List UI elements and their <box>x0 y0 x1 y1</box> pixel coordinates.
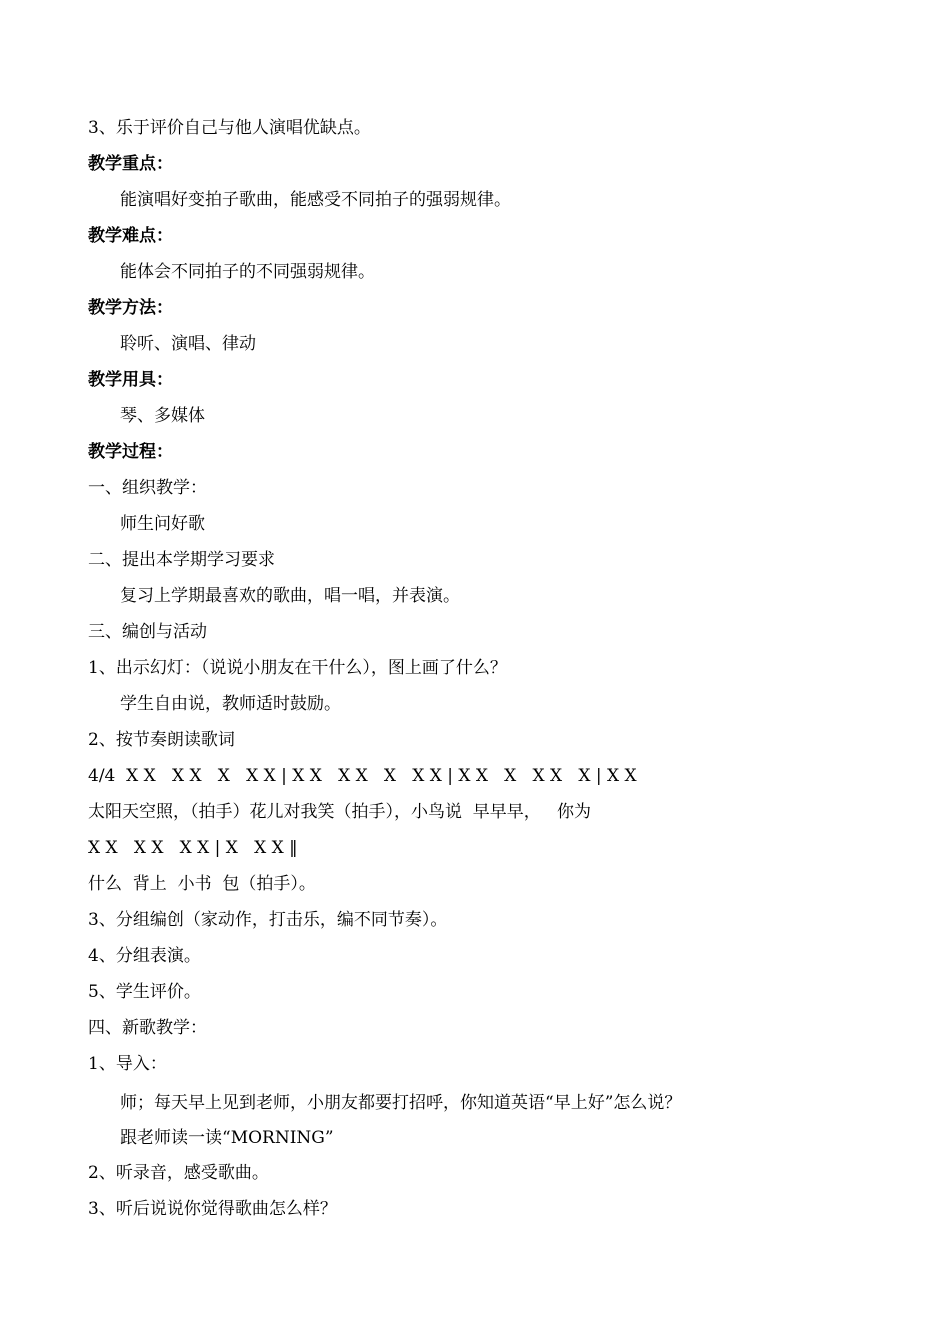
section-3-title: 三、编创与活动 <box>88 622 207 642</box>
lyrics-line-2: 什么 背上 小书 包（拍手）。 <box>88 874 316 894</box>
methods-text: 聆听、演唱、律动 <box>120 334 256 354</box>
section-4-title: 四、新歌教学： <box>88 1018 207 1038</box>
step-4-1-text-a: 师；每天早上见到老师，小朋友都要打招呼，你知道英语“早上好”怎么说？ <box>120 1093 682 1113</box>
lyrics-line-1: 太阳天空照，（拍手）花儿对我笑（拍手），小鸟说 早早早， 你为 <box>88 802 592 822</box>
heading-methods: 教学方法： <box>88 298 173 318</box>
step-4-3: 3、听后说说你觉得歌曲怎么样？ <box>88 1199 337 1219</box>
key-points-text: 能演唱好变拍子歌曲，能感受不同拍子的强弱规律。 <box>120 190 511 210</box>
step-3-3: 3、分组编创（家动作，打击乐，编不同节奏）。 <box>88 910 448 930</box>
tools-text: 琴、多媒体 <box>120 406 205 426</box>
step-3-2: 2、按节奏朗读歌词 <box>88 730 235 750</box>
section-2-text: 复习上学期最喜欢的歌曲，唱一唱，并表演。 <box>120 586 460 606</box>
step-4-2: 2、听录音，感受歌曲。 <box>88 1163 269 1183</box>
section-1-text: 师生问好歌 <box>120 514 205 534</box>
rhythm-line-1: 4/4 X X X X X X X | X X X X X X X | X X X X X X | X X <box>88 766 637 786</box>
step-4-1: 1、导入： <box>88 1054 167 1074</box>
step-3-1-text: 学生自由说，教师适时鼓励。 <box>120 694 341 714</box>
rhythm-line-2: X X X X X X | X X X ‖ <box>88 838 298 858</box>
step-3-4: 4、分组表演。 <box>88 946 201 966</box>
section-1-title: 一、组织教学： <box>88 478 207 498</box>
difficulties-text: 能体会不同拍子的不同强弱规律。 <box>120 262 375 282</box>
heading-tools: 教学用具： <box>88 370 173 390</box>
step-3-5: 5、学生评价。 <box>88 982 201 1002</box>
heading-difficulties: 教学难点： <box>88 226 173 246</box>
objective-3: 3、乐于评价自己与他人演唱优缺点。 <box>88 118 371 138</box>
section-2-title: 二、提出本学期学习要求 <box>88 550 275 570</box>
heading-key-points: 教学重点： <box>88 154 173 174</box>
heading-process: 教学过程： <box>88 442 173 462</box>
step-4-1-text-b: 跟老师读一读“MORNING” <box>120 1128 334 1148</box>
step-3-1: 1、出示幻灯：（说说小朋友在干什么），图上画了什么？ <box>88 658 507 678</box>
